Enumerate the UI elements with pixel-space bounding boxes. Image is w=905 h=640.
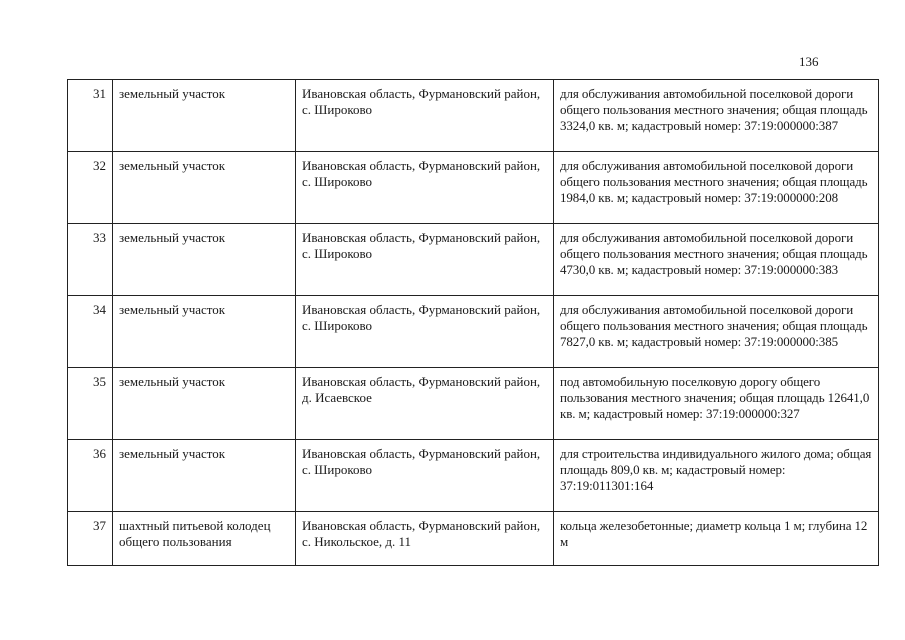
object-address: Ивановская область, Фурмановский район, с. Широково <box>296 80 554 152</box>
object-description: для обслуживания автомобильной поселковой дороги общего пользования местного значения; общая площадь 4730,0 кв. м; кадастровый номер: 37:19:000000:383 <box>554 224 879 296</box>
object-description: под автомобильную поселковую дорогу общего пользования местного значения; общая площадь 12641,0 кв. м; кадастровый номер: 37:19:000000:327 <box>554 368 879 440</box>
row-number: 32 <box>68 152 113 224</box>
object-name: земельный участок <box>113 80 296 152</box>
object-name: земельный участок <box>113 224 296 296</box>
object-name: земельный участок <box>113 152 296 224</box>
object-description: для обслуживания автомобильной поселковой дороги общего пользования местного значения; общая площадь 3324,0 кв. м; кадастровый номер: 37:19:000000:387 <box>554 80 879 152</box>
object-description: для строительства индивидуального жилого дома; общая площадь 809,0 кв. м; кадастровый номер: 37:19:011301:164 <box>554 440 879 512</box>
row-number: 34 <box>68 296 113 368</box>
object-name: шахтный питьевой колодец общего пользования <box>113 512 296 566</box>
row-number: 31 <box>68 80 113 152</box>
table-row <box>68 80 879 152</box>
object-address: Ивановская область, Фурмановский район, с. Никольское, д. 11 <box>296 512 554 566</box>
table-row <box>68 512 879 566</box>
object-description: кольца железобетонные; диаметр кольца 1 м; глубина 12 м <box>554 512 879 566</box>
row-number: 37 <box>68 512 113 566</box>
object-description: для обслуживания автомобильной поселковой дороги общего пользования местного значения; общая площадь 7827,0 кв. м; кадастровый номер: 37:19:000000:385 <box>554 296 879 368</box>
object-address: Ивановская область, Фурмановский район, с. Широково <box>296 440 554 512</box>
table-row <box>68 440 879 512</box>
object-address: Ивановская область, Фурмановский район, д. Исаевское <box>296 368 554 440</box>
row-number: 33 <box>68 224 113 296</box>
object-address: Ивановская область, Фурмановский район, с. Широково <box>296 152 554 224</box>
row-number: 35 <box>68 368 113 440</box>
object-name: земельный участок <box>113 368 296 440</box>
page-number: 136 <box>799 54 819 69</box>
row-number: 36 <box>68 440 113 512</box>
table-row <box>68 296 879 368</box>
table-row <box>68 152 879 224</box>
object-description: для обслуживания автомобильной поселковой дороги общего пользования местного значения; общая площадь 1984,0 кв. м; кадастровый номер: 37:19:000000:208 <box>554 152 879 224</box>
object-name: земельный участок <box>113 296 296 368</box>
table-row <box>68 368 879 440</box>
object-address: Ивановская область, Фурмановский район, с. Широково <box>296 224 554 296</box>
property-registry-table <box>67 79 879 566</box>
object-address: Ивановская область, Фурмановский район, с. Широково <box>296 296 554 368</box>
table-row <box>68 224 879 296</box>
object-name: земельный участок <box>113 440 296 512</box>
